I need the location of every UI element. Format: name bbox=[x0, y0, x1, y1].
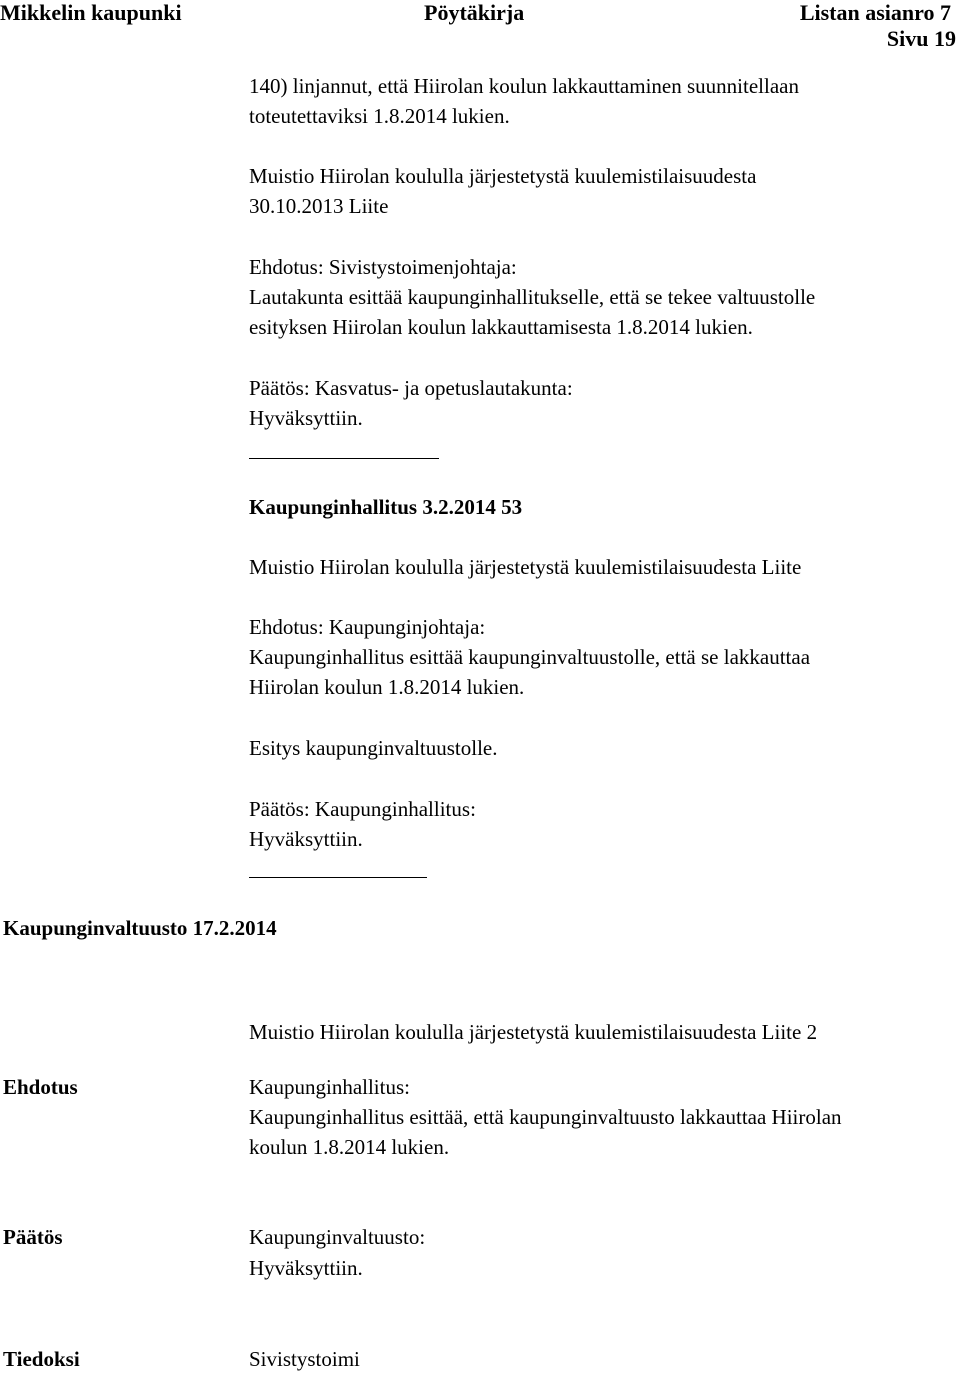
proposal-heading: Kaupunginhallitus: bbox=[249, 1075, 410, 1099]
decision-heading: Päätös: Kasvatus- ja opetuslautakunta: bbox=[249, 376, 573, 400]
decision-text: Hyväksyttiin. bbox=[249, 406, 363, 430]
header-list-item-number: Listan asianro 7 bbox=[799, 0, 951, 25]
separator-line bbox=[249, 877, 427, 878]
presentation-text: Esitys kaupunginvaltuustolle. bbox=[249, 736, 498, 760]
decision-heading: Kaupunginvaltuusto: bbox=[249, 1225, 426, 1249]
city-council-meeting-heading: Kaupunginvaltuusto 17.2.2014 bbox=[3, 916, 277, 940]
memo-attachment-line-2: 30.10.2013 Liite bbox=[249, 194, 389, 218]
memo-attachment-line-1: Muistio Hiirolan koululla järjestetystä kuulemistilaisuudesta bbox=[249, 164, 757, 188]
proposal-text-line-1: Kaupunginhallitus esittää, että kaupunginvaltuusto lakkauttaa Hiirolan bbox=[249, 1105, 842, 1129]
header-page-number: Sivu 19 bbox=[886, 26, 956, 51]
proposal-text-line-2: esityksen Hiirolan koulun lakkauttamisesta 1.8.2014 lukien. bbox=[249, 315, 753, 339]
decision-text: Hyväksyttiin. bbox=[249, 1256, 363, 1280]
memo-attachment: Muistio Hiirolan koululla järjestetystä kuulemistilaisuudesta Liite bbox=[249, 555, 802, 579]
header-document-type: Pöytäkirja bbox=[424, 0, 525, 25]
header-city: Mikkelin kaupunki bbox=[0, 0, 182, 25]
proposal-text-line-2: koulun 1.8.2014 lukien. bbox=[249, 1135, 450, 1159]
decision-label: Päätös bbox=[3, 1225, 63, 1249]
city-board-meeting-heading: Kaupunginhallitus 3.2.2014 53 bbox=[249, 495, 523, 519]
for-information-label: Tiedoksi bbox=[3, 1347, 80, 1371]
decision-heading: Päätös: Kaupunginhallitus: bbox=[249, 797, 476, 821]
proposal-text-line-1: Kaupunginhallitus esittää kaupunginvaltuustolle, että se lakkauttaa bbox=[249, 645, 811, 669]
memo-attachment: Muistio Hiirolan koululla järjestetystä kuulemistilaisuudesta Liite 2 bbox=[249, 1020, 818, 1044]
for-information-recipient: Sivistystoimi bbox=[249, 1347, 360, 1371]
proposal-heading: Ehdotus: Sivistystoimenjohtaja: bbox=[249, 255, 517, 279]
proposal-text-line-2: Hiirolan koulun 1.8.2014 lukien. bbox=[249, 675, 525, 699]
proposal-text-line-1: Lautakunta esittää kaupunginhallitukselle, että se tekee valtuustolle bbox=[249, 285, 816, 309]
separator-line bbox=[249, 458, 439, 459]
intro-text-line-2: toteutettaviksi 1.8.2014 lukien. bbox=[249, 104, 510, 128]
proposal-label: Ehdotus bbox=[3, 1075, 78, 1099]
intro-text-line-1: 140) linjannut, että Hiirolan koulun lakkauttaminen suunnitellaan bbox=[249, 74, 799, 98]
decision-text: Hyväksyttiin. bbox=[249, 827, 363, 851]
proposal-heading: Ehdotus: Kaupunginjohtaja: bbox=[249, 615, 486, 639]
